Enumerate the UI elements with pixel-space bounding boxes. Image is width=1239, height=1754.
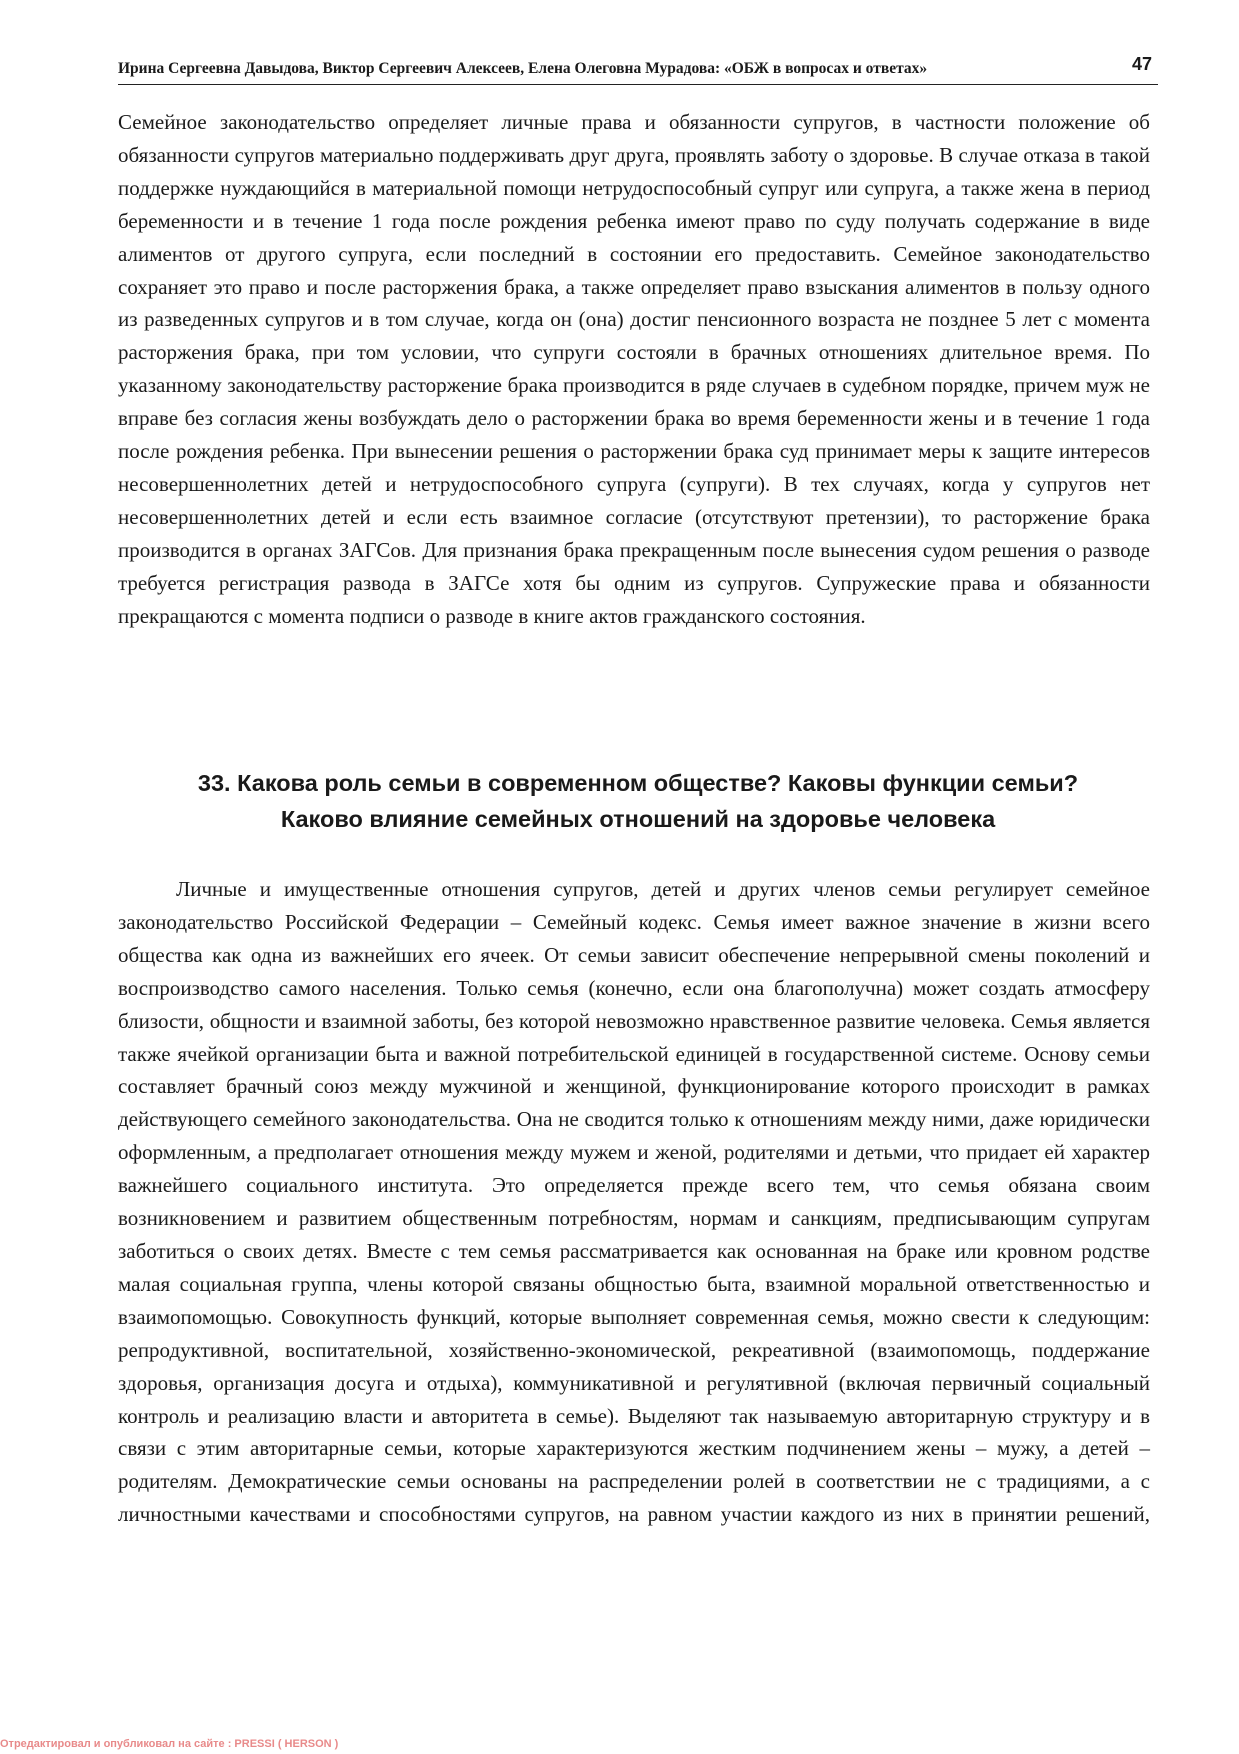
section-title-line-2: Каково влияние семейных отношений на здоровье человека — [280, 806, 996, 832]
paragraph-2: Личные и имущественные отношения супругов, детей и других членов семьи регулирует семейное законодательство Российской Федерации – Семейный кодекс. Семья имеет важное значение в жизни всего общества как одна из важнейших его ячеек. От семьи зависит обеспечение непрерывной смены поколений и воспроизводство самого населения. Только семья (конечно, если она благополучна) может создать атмосферу близости, общности и взаимной заботы, без которой невозможно нравственное развитие человека. Семья является также ячейкой организации быта и важной потребительской единицей в государственной системе. Основу семьи составляет брачный союз между мужчиной и женщиной, функционирование которого происходит в рамках действующего семейного законодательства. Она не сводится только к отношениям между ними, даже юридически оформленным, а предполагает отношения между мужем и женой, родителями и детьми, что придает ей характер важнейшего социального института. Это определяется прежде всего тем, что семья обязана своим возникновением и развитием общественным потребностям, нормам и санкциям, предписывающим супругам заботиться о своих детях. Вместе с тем семья рассматривается как основанная на браке или кровном родстве малая социальная группа, члены которой связаны общностью быта, взаимной моральной ответственностью и взаимопомощью. Совокупность функций, которые выполняет современная семья, можно свести к следующим: репродуктивной, воспитательной, хозяйственно-экономической, рекреативной (взаимопомощь, поддержание здоровья, организация досуга и отдыха), коммуникативной и регулятивной (включая первичный социальный контроль и реализацию власти и авторитета в семье). Выделяют так называемую авторитарную структуру и в связи с этим авторитарные семьи, которые характеризуются жестким подчинением жены – мужу, а детей – родителям. Демократические семьи основаны на распределении ролей в соответствии не с традициями, а с личностными качествами и способностями супругов, на равном участии каждого из них в принятии решений, — [118, 877, 1150, 1527]
section-title — [118, 765, 1158, 837]
footer-watermark: Отредактировал и опубликовал на сайте : PRESSI ( HERSON ) — [0, 1738, 339, 1750]
page-number: 47 — [1131, 54, 1152, 74]
running-header — [118, 56, 1158, 85]
section-title-line-1: 33. Какова роль семьи в современном обществе? Каковы функции семьи? — [197, 770, 1079, 796]
paragraph-1: Семейное законодательство определяет личные права и обязанности супругов, в частности положение об обязанности супругов материально поддерживать друг друга, проявлять заботу о здоровье. В случае отказа в такой поддержке нуждающийся в материальной помощи нетрудоспособный супруг или супруга, а также жена в период беременности и в течение 1 года после рождения ребенка имеют право по суду получать содержание в виде алиментов от другого супруга, если последний в состоянии его предоставить. Семейное законодательство сохраняет это право и после расторжения брака, а также определяет право взыскания алиментов в пользу одного из разведенных супругов и в том случае, когда он (она) достиг пенсионного возраста не позднее 5 лет с момента расторжения брака, при том условии, что супруги состояли в брачных отношениях длительное время. По указанному законодательству расторжение брака производится в ряде случаев в судебном порядке, причем муж не вправе без согласия жены возбуждать дело о расторжении брака во время беременности жены и в течение 1 года после рождения ребенка. При вынесении решения о расторжении брака суд принимает меры к защите интересов несовершеннолетних детей и нетрудоспособного супруга (супруги). В тех случаях, когда у супругов нет несовершеннолетних детей и если есть взаимное согласие (отсутствуют претензии), то расторжение брака производится в органах ЗАГСов. Для признания брака прекращенным после вынесения судом решения о разводе требуется регистрация развода в ЗАГСе хотя бы одним из супругов. Супружеские права и обязанности прекращаются с момента подписи о разводе в книге актов гражданского состояния. — [118, 110, 1150, 628]
running-title: Ирина Сергеевна Давыдова, Виктор Сергеевич Алексеев, Елена Олеговна Мурадова: «ОБЖ в вопросах и ответах» — [118, 60, 928, 77]
